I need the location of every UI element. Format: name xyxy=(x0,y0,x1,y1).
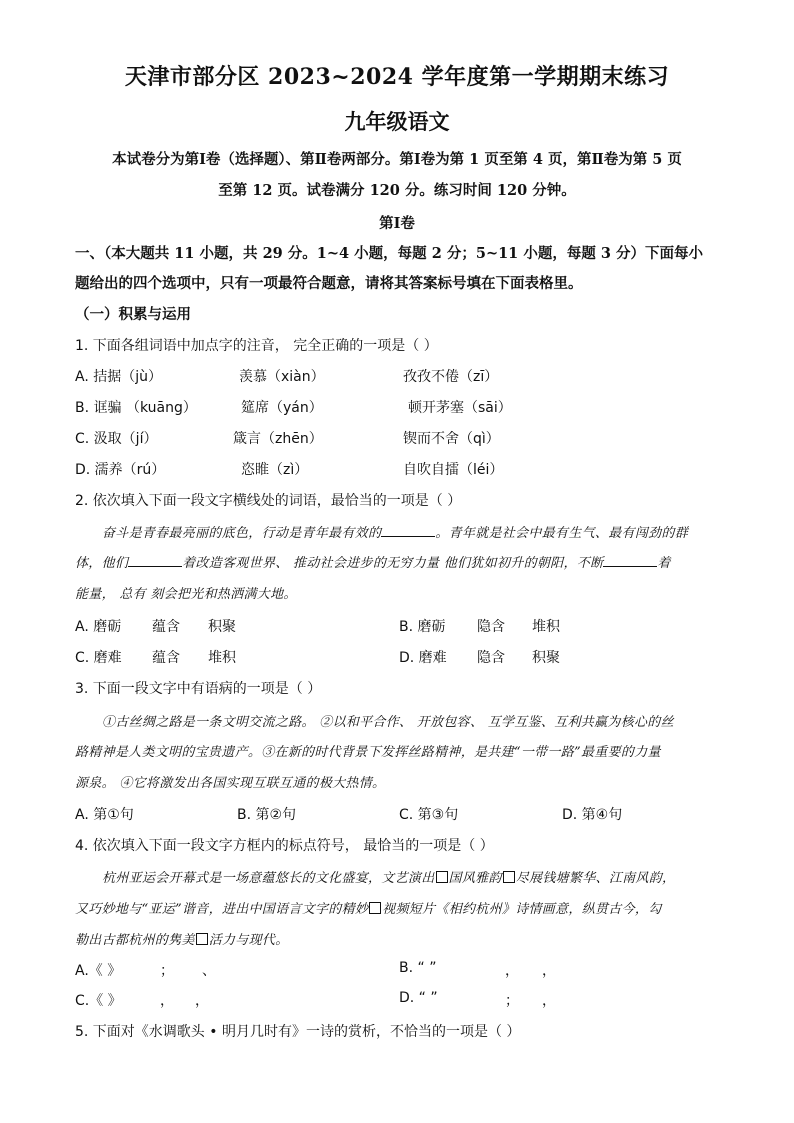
q2-option-d: D. 磨难 xyxy=(399,650,447,666)
question-3-stem: 3. 下面一段文字中有语病的一项是（ ） xyxy=(75,681,322,697)
q2-option-b-word2: 隐含 xyxy=(477,619,505,635)
q1-option-d-word2: 恣睢（zì） xyxy=(241,462,309,478)
punctuation-box-4 xyxy=(196,933,208,945)
q4-option-a-mark2: ； xyxy=(160,963,174,979)
q2-blank-1 xyxy=(381,524,435,537)
q1-option-a-word3: 孜孜不倦（zī） xyxy=(403,369,499,385)
q4-option-c-mark2: ， xyxy=(160,993,174,1009)
intro-line-2: 至第 12 页。试卷满分 120 分。练习时间 120 分钟。 xyxy=(218,182,576,199)
q2-passage-line-3: 能量， 总有 刻会把光和热洒满大地。 xyxy=(75,587,297,602)
q3-option-c: C. 第③句 xyxy=(399,807,459,823)
q4-option-d-mark3: ， xyxy=(542,993,556,1009)
section-heading: 第Ⅰ卷 xyxy=(379,215,415,232)
punctuation-box-3 xyxy=(369,902,381,914)
q2-option-c: C. 磨难 xyxy=(75,650,122,666)
q2-option-a: A. 磨砺 xyxy=(75,619,122,635)
q4-option-c-mark3: ， xyxy=(195,993,209,1009)
subsection-heading: （一）积累与运用 xyxy=(75,306,191,323)
part1-instruction-1: 一、（本大题共 11 小题，共 29 分。1~4 小题，每题 2 分；5~11 小题，每题 3 分）下面每小 xyxy=(75,245,704,262)
intro-line-1: 本试卷分为第Ⅰ卷（选择题）、第Ⅱ卷两部分。第Ⅰ卷为第 1 页至第 4 页，第Ⅱ卷为第 5 页 xyxy=(112,151,682,168)
q1-option-d-word3: 自吹自擂（léi） xyxy=(403,462,504,478)
q2-option-d-word3: 积聚 xyxy=(532,650,560,666)
q3-passage-line-1: ①古丝绸之路是一条文明交流之路。 ②以和平合作、 开放包容、 互学互鉴、互利共赢为核心的丝 xyxy=(102,715,674,730)
q4-option-a: A.《 》 xyxy=(75,963,122,979)
q3-passage-line-2: 路精神是人类文明的宝贵遗产。③在新的时代背景下发挥丝路精神，是共建“一带一路”最重要的力量 xyxy=(75,745,661,760)
exam-subtitle: 九年级语文 xyxy=(344,109,450,134)
q2-blank-3 xyxy=(603,554,657,567)
q1-option-b-word2: 筵席（yán） xyxy=(241,400,323,416)
q1-option-a-word2: 羡慕（xiàn） xyxy=(239,369,325,385)
q1-option-c: C. 汲取（jí） xyxy=(75,431,158,447)
q3-passage-line-3: 源泉。 ④它将激发出各国实现互联互通的极大热情。 xyxy=(75,776,386,791)
q4-passage-line-2: 又巧妙地与“亚运”谐音，进出中国语言文字的精妙 视频短片《相约杭州》诗情画意，纵贯古今，勾 xyxy=(75,902,662,917)
q2-passage-line-2: 体，他们 着改造客观世界、 推动社会进步的无穷力量 他们犹如初升的朝阳，不断 着 xyxy=(75,556,671,571)
q3-option-d: D. 第④句 xyxy=(562,807,623,823)
punctuation-box-2 xyxy=(503,871,515,883)
q3-option-a: A. 第①句 xyxy=(75,807,134,823)
q1-option-b-word3: 顿开茅塞（sāi） xyxy=(408,400,512,416)
q2-option-d-word2: 隐含 xyxy=(477,650,505,666)
question-5-stem: 5. 下面对《水调歌头 • 明月几时有》一诗的赏析，不恰当的一项是（ ） xyxy=(75,1024,521,1040)
q4-passage-line-3: 勒出古都杭州的隽美 活力与现代。 xyxy=(75,933,289,948)
q2-passage-line-1: 奋斗是青春最亮丽的底色，行动是青年最有效的 。青年就是社会中最有生气、最有闯劲的群 xyxy=(102,526,689,541)
q1-option-d: D. 濡养（rú） xyxy=(75,462,166,478)
q4-option-d: D. “ ” xyxy=(399,990,438,1006)
q1-option-b: B. 诓骗 （kuāng） xyxy=(75,400,197,416)
question-2-stem: 2. 依次填入下面一段文字横线处的词语，最恰当的一项是（ ） xyxy=(75,493,462,509)
q1-option-c-word2: 箴言（zhēn） xyxy=(233,431,323,447)
q3-option-b: B. 第②句 xyxy=(237,807,297,823)
q2-option-b-word3: 堆积 xyxy=(532,619,560,635)
q4-option-b-mark3: ， xyxy=(542,963,556,979)
q2-blank-2 xyxy=(128,554,182,567)
q2-option-c-word2: 蕴含 xyxy=(152,650,180,666)
q4-option-b: B. “ ” xyxy=(399,960,437,976)
question-1-stem: 1. 下面各组词语中加点字的注音， 完全正确的一项是（ ） xyxy=(75,338,438,354)
q4-passage-line-1: 杭州亚运会开幕式是一场意蕴悠长的文化盛宴，文艺演出 国风雅韵 尽展钱塘繁华、江南风韵， xyxy=(102,871,676,886)
q2-option-a-word3: 积聚 xyxy=(208,619,236,635)
q1-option-a: A. 拮据（jù） xyxy=(75,369,162,385)
exam-title: 天津市部分区 2023~2024 学年度第一学期期末练习 xyxy=(124,64,670,90)
q4-option-c: C.《 》 xyxy=(75,993,122,1009)
q4-option-d-mark2: ； xyxy=(505,993,519,1009)
q2-option-a-word2: 蕴含 xyxy=(152,619,180,635)
question-4-stem: 4. 依次填入下面一段文字方框内的标点符号， 最恰当的一项是（ ） xyxy=(75,838,494,854)
punctuation-box-1 xyxy=(436,871,448,883)
q1-option-c-word3: 锲而不舍（qì） xyxy=(403,431,500,447)
q4-option-b-mark2: ， xyxy=(505,963,519,979)
part1-instruction-2: 题给出的四个选项中，只有一项最符合题意，请将其答案标号填在下面表格里。 xyxy=(75,275,583,292)
q2-option-c-word3: 堆积 xyxy=(208,650,236,666)
q4-option-a-mark3: 、 xyxy=(202,963,216,979)
q2-option-b: B. 磨砺 xyxy=(399,619,446,635)
